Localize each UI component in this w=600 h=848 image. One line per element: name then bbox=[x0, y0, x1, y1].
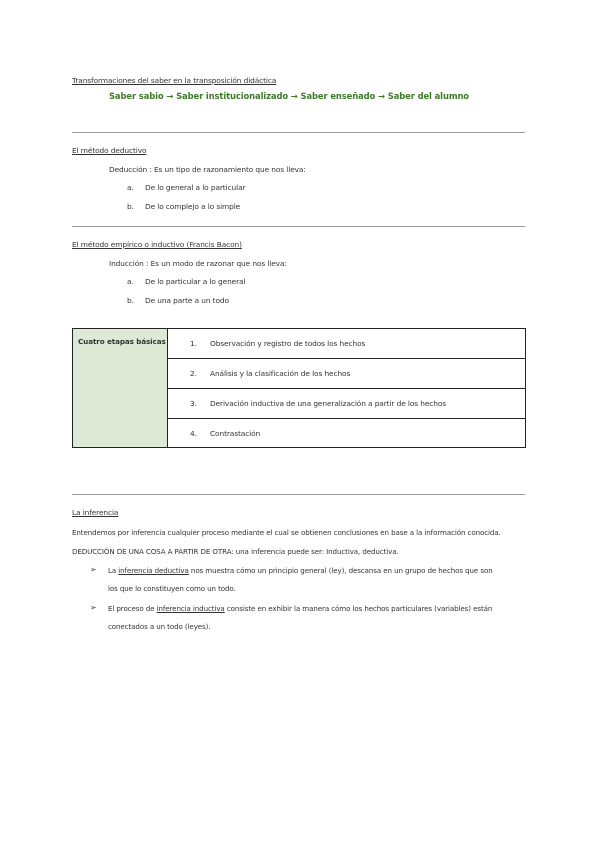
inference-definition: Entendemos por inferencia cualquier proceso mediante el cual se obtienen conclusiones en base a la información conocida. bbox=[72, 528, 501, 537]
table-row bbox=[168, 359, 525, 389]
bullet-deductive-line1: La inferencia deductiva nos muestra cómo un principio general (ley), descansa en un grupo de hechos que son bbox=[108, 566, 493, 575]
table-row bbox=[168, 419, 525, 449]
inductive-inference-term: inferencia inductiva bbox=[156, 604, 225, 613]
list-item-marker: a. bbox=[127, 183, 134, 192]
inference-types: DEDUCCIÓN DE UNA COSA A PARTIR DE OTRA: una inferencia puede ser: Inductiva, deductiva. bbox=[72, 547, 399, 556]
list-item-marker: b. bbox=[127, 296, 134, 305]
stages-table-header: Cuatro etapas básicas bbox=[78, 337, 166, 346]
table-row bbox=[168, 329, 525, 359]
list-item: De lo complejo a lo simple bbox=[145, 202, 241, 211]
list-item: De una parte a un todo bbox=[145, 296, 229, 305]
table-row-number: 3. bbox=[190, 399, 197, 408]
table-row bbox=[168, 389, 525, 419]
table-row-text: Derivación inductiva de una generalización a partir de los hechos bbox=[210, 399, 447, 408]
inference-heading: La inferencia bbox=[72, 508, 119, 517]
table-row-text: Análisis y la clasificación de los hechos bbox=[210, 369, 351, 378]
deduction-intro: Deducción : Es un tipo de razonamiento que nos lleva: bbox=[109, 165, 306, 174]
induction-intro: Inducción : Es un modo de razonar que nos lleva: bbox=[109, 259, 287, 268]
knowledge-chain: Saber sabio → Saber institucionalizado → Saber enseñado → Saber del alumno bbox=[109, 91, 469, 101]
inductive-method-heading: El método empírico o inductivo (Francis Bacon) bbox=[72, 240, 242, 249]
stages-table bbox=[72, 328, 526, 448]
list-item: De lo particular a lo general bbox=[145, 277, 246, 286]
table-row-number: 2. bbox=[190, 369, 197, 378]
bullet-inductive-line2: conectados a un todo (leyes). bbox=[108, 622, 211, 631]
list-item-marker: a. bbox=[127, 277, 134, 286]
arrow-bullet-icon: ➢ bbox=[90, 565, 97, 574]
table-row-number: 4. bbox=[190, 429, 197, 438]
deductive-method-heading: El método deductivo bbox=[72, 146, 147, 155]
table-row-text: Observación y registro de todos los hechos bbox=[210, 339, 366, 348]
list-item-marker: b. bbox=[127, 202, 134, 211]
transformations-heading: Transformaciones del saber en la transposición didáctica bbox=[72, 76, 277, 85]
arrow-bullet-icon: ➢ bbox=[90, 603, 97, 612]
table-row-text: Contrastación bbox=[210, 429, 261, 438]
bullet-deductive-line2: los que lo constituyen como un todo. bbox=[108, 584, 236, 593]
table-row-number: 1. bbox=[190, 339, 197, 348]
divider bbox=[72, 132, 525, 133]
bullet-inductive-line1: El proceso de inferencia inductiva consiste en exhibir la manera cómo los hechos particulares (variables) están bbox=[108, 604, 493, 613]
divider bbox=[72, 226, 525, 227]
list-item: De lo general a lo particular bbox=[145, 183, 246, 192]
deductive-inference-term: inferencia deductiva bbox=[118, 566, 189, 575]
divider bbox=[72, 494, 525, 495]
stages-table-header-cell bbox=[73, 329, 168, 447]
